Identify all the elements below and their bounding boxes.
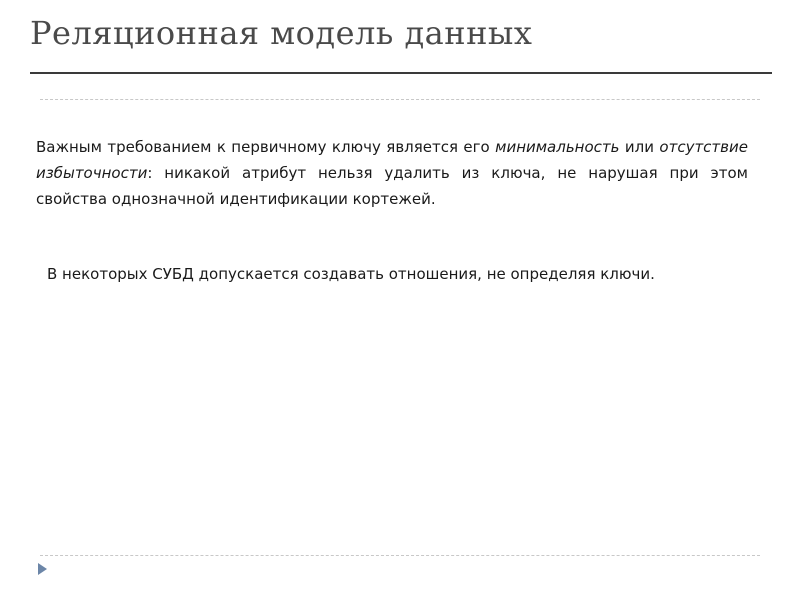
title-underline [30, 72, 772, 74]
slide-title: Реляционная модель данных [30, 14, 533, 52]
paragraph-dbms-no-keys: В некоторых СУБД допускается создавать отношения, не определяя ключи. [47, 265, 655, 283]
paragraph1-text-part2: или [619, 138, 660, 156]
paragraph-primary-key-requirement [36, 134, 748, 212]
emphasis-minimality: минимальность [495, 138, 620, 156]
triangle-marker-icon [38, 563, 47, 575]
emphasis-no-redundancy: отсутствие избыточности [36, 138, 748, 182]
paragraph1-text-part1: Важным требованием к первичному ключу является его [36, 138, 496, 156]
top-dotted-divider [40, 99, 760, 100]
bottom-dotted-divider [40, 555, 760, 556]
paragraph1-text-part3: : никакой атрибут нельзя удалить из ключа, не нарушая при этом свойства однозначной идентификации кортежей. [36, 164, 748, 208]
